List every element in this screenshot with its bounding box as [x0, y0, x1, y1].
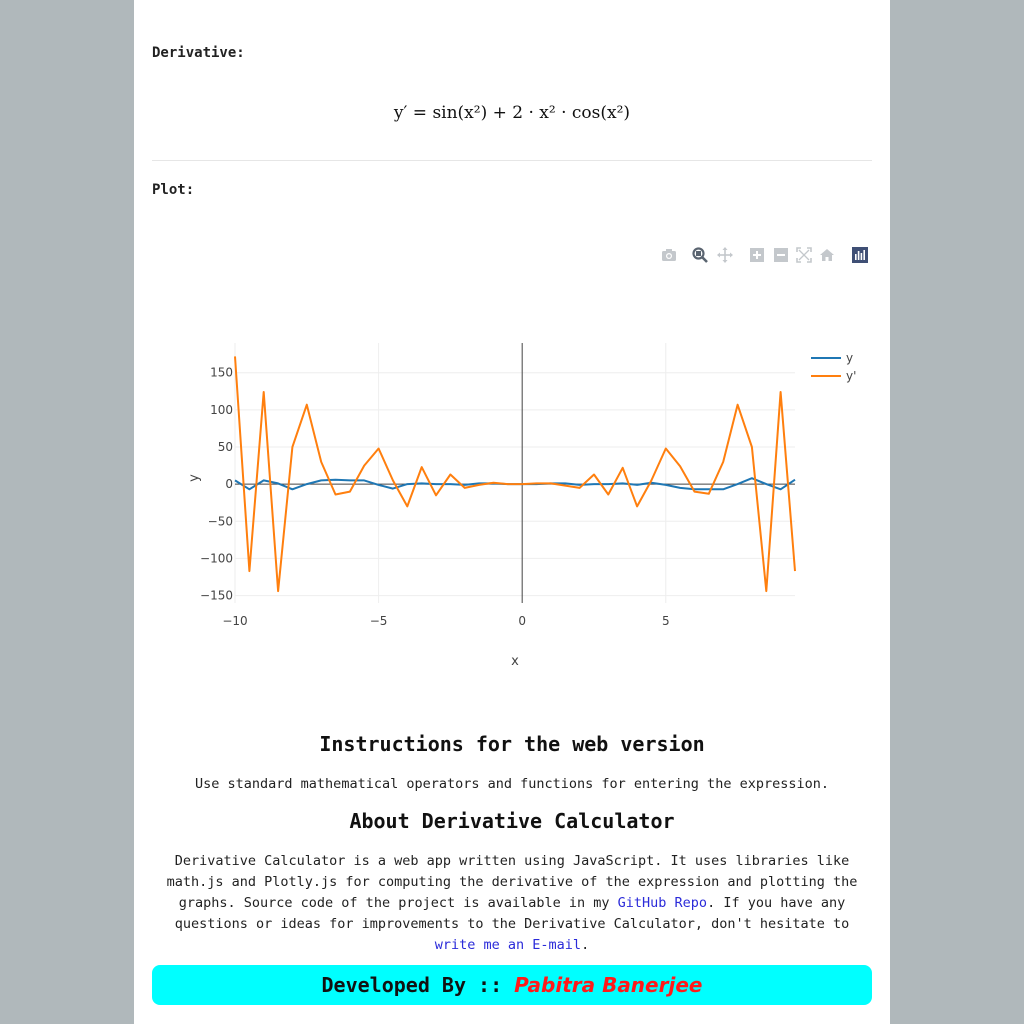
about-text-part1: Derivative Calculator is a web app written using JavaScript. It uses libraries like math.js and Plotly.js for computing the derivative of the expression and plotting the graphs. Source code of the project is available in my — [166, 853, 858, 911]
plot-legend[interactable] — [811, 351, 856, 383]
footer-banner — [152, 965, 872, 1005]
x-tick-label: −10 — [222, 614, 248, 628]
y-tick-label: 0 — [225, 477, 233, 492]
page-content — [134, 0, 890, 1024]
instructions-text: Use standard mathematical operators and functions for entering the expression. — [195, 776, 829, 792]
y-tick-label: 150 — [210, 365, 233, 380]
legend-label[interactable]: y' — [846, 369, 857, 383]
x-tick-label: −5 — [369, 614, 388, 628]
y-axis-label: y — [187, 474, 202, 482]
autoscale-icon[interactable] — [795, 246, 813, 264]
footer-author: Pabitra Banerjee — [514, 973, 703, 997]
legend-label[interactable]: y — [846, 351, 854, 365]
about-title: About Derivative Calculator — [349, 809, 675, 833]
plotly-logo-icon[interactable] — [851, 246, 869, 264]
zoom-out-icon[interactable] — [772, 246, 790, 264]
camera-icon[interactable] — [660, 246, 678, 264]
pan-icon[interactable] — [716, 246, 734, 264]
derivative-plot[interactable] — [134, 330, 890, 680]
email-link[interactable]: write me an E-mail — [434, 937, 582, 953]
plot-label: Plot: — [152, 182, 195, 198]
plot-series — [235, 356, 795, 591]
github-repo-link[interactable]: GitHub Repo — [617, 895, 708, 911]
derivative-label: Derivative: — [152, 45, 245, 61]
plot-axes — [235, 343, 795, 603]
zoom-in-icon[interactable] — [748, 246, 766, 264]
footer-prefix: Developed By :: — [321, 973, 503, 997]
x-tick-label: 0 — [518, 614, 526, 628]
y-tick-label: −100 — [200, 551, 233, 566]
about-text — [152, 851, 872, 956]
home-icon[interactable] — [818, 246, 836, 264]
y-tick-label: 50 — [217, 440, 233, 454]
plot-grid — [235, 343, 795, 603]
y-tick-label: −150 — [200, 588, 233, 603]
series-line-y-prime — [235, 356, 795, 591]
zoom-icon[interactable] — [691, 246, 709, 264]
x-tick-label: 5 — [661, 614, 670, 628]
derivative-formula: y′ = sin(x²) + 2 · x² · cos(x²) — [393, 103, 631, 123]
y-tick-label: 100 — [210, 402, 233, 417]
y-tick-label: −50 — [207, 514, 233, 529]
divider — [152, 160, 872, 161]
x-axis-label: x — [511, 654, 519, 669]
instructions-title: Instructions for the web version — [319, 732, 705, 756]
about-text-part3: . — [581, 937, 590, 953]
about-text-part2: . If you have any questions or ideas for improvements to the Derivative Calculator, don't hesitate to — [174, 895, 850, 932]
